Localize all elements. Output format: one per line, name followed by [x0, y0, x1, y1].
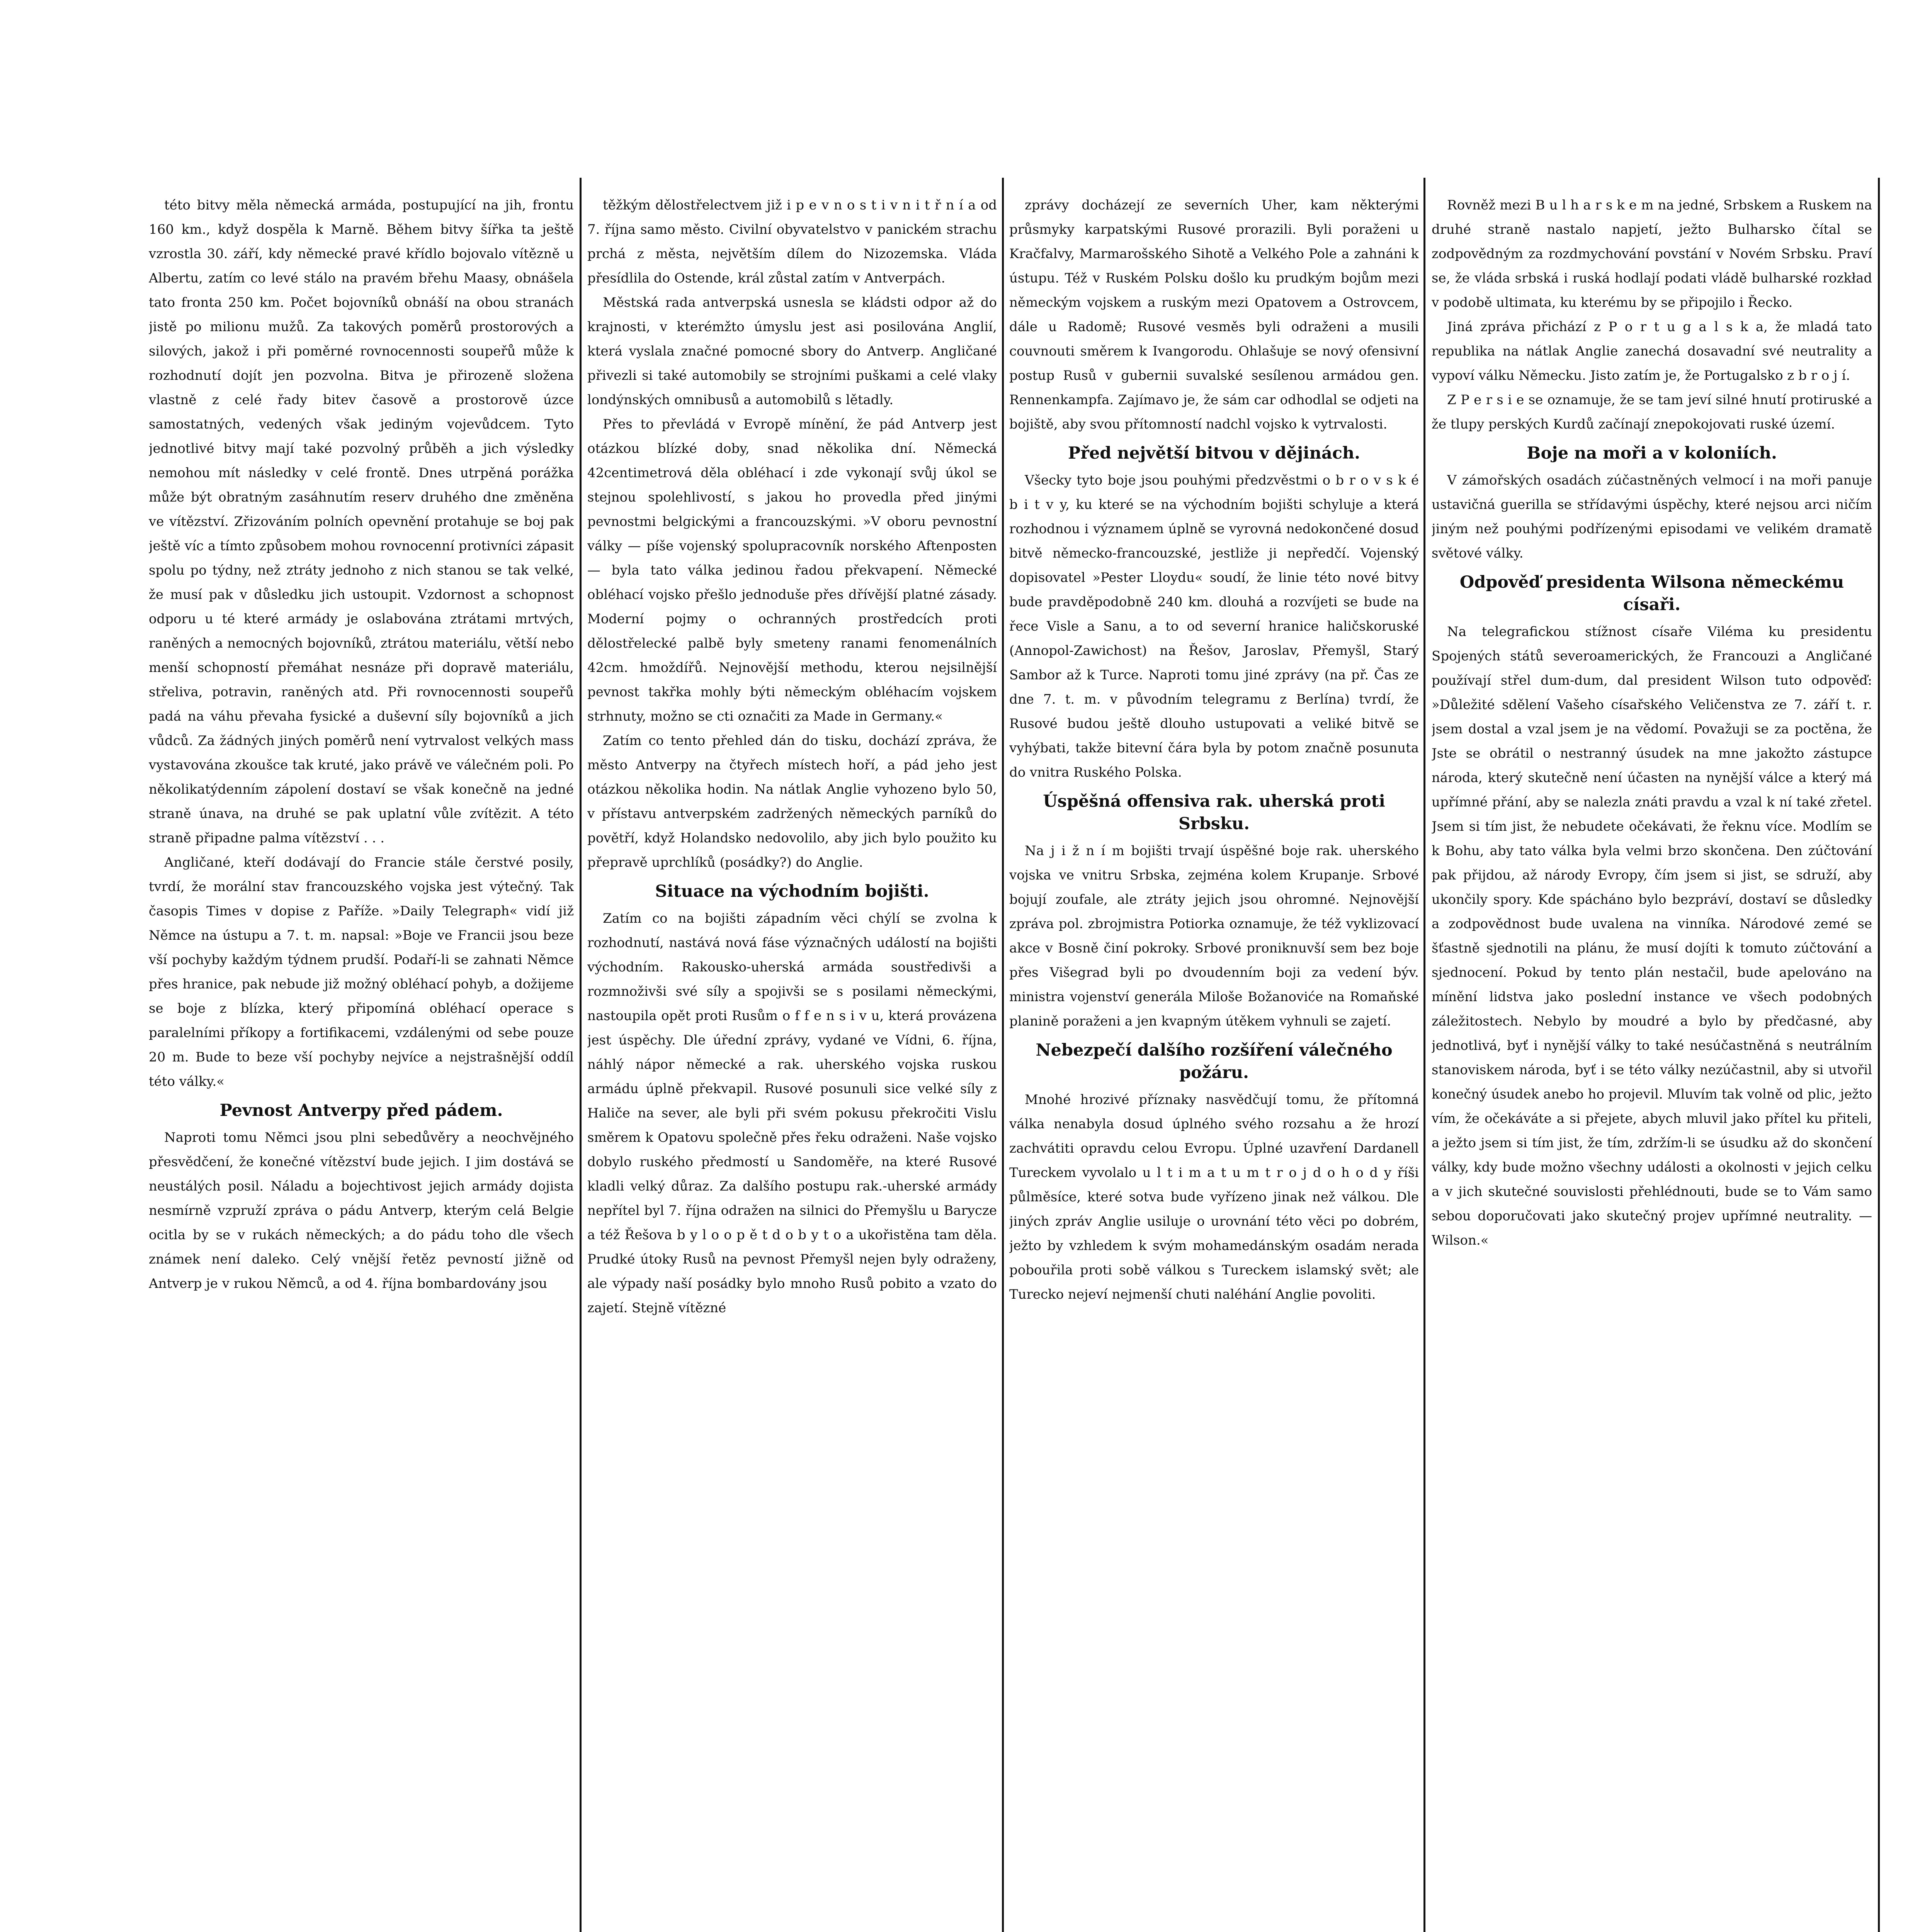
article-paragraph: Angličané, kteří dodávají do Francie stále čerstvé posily, tvrdí, že morální stav francouzského vojska jest výtečný. Tak časopis Times v dopise z Paříže. »Daily Telegraph« vidí již Němce na ústupu a 7. t. m. napsal: »Boje ve Francii jsou beze vší pochyby každým týdnem prudší. Podaří-li se zahnati Němce přes hranice, pak nebude již možný obléhací pohyb, a dožijeme se boje z blízka, který připomíná obléhací operace s paralelními příkopy a fortifikacemi, vzdálenými od sebe pouze 20 m. Bude to beze vší pochyby nejvíce a nejstrašnější oddíl této války.«: [149, 855, 574, 1089]
article-heading: Boje na moři a v koloniích.: [1527, 444, 1777, 463]
article-paragraph: Městská rada antverpská usnesla se kládsti odpor až do krajnosti, v kterémžto úmyslu jest asi posilována Anglií, která vyslala značné pomocné sbory do Antverp. Angličané přivezli si také automobily se strojními puškami a celé vlaky londýnských omnibusů a automobilů s lětadly.: [587, 295, 997, 408]
article-heading: Nebezpečí dalšího rozšíření válečného požáru.: [1036, 1041, 1393, 1082]
article-paragraph: Zatím co tento přehled dán do tisku, dochází zpráva, že město Antverpy na čtyřech místech hoří, a pád jeho jest otázkou několika hodin. Na nátlak Anglie vyhozeno bylo 50, v přístavu antverpském zadržených německých parníků do povětří, když Holandsko nedovolilo, aby jich bylo použito ku přepravě uprchlíků (posádky?) do Anglie.: [587, 733, 997, 870]
article-paragraph: Naproti tomu Němci jsou plni sebedůvěry a neochvějného přesvědčení, že konečné vítězství bude jejich. I jim dostává se neustálých posil. Náladu a bojechtivost jejich armády dojista nesmírně vzpruží zpráva o pádu Antverp, kterým celá Belgie ocitla by se v rukách německých; a do pádu toho dle všech známek není daleko. Celý vnější řetěz pevností jižně od Antverp je v rukou Němců, a od 4. října bombardovány jsou: [149, 1130, 574, 1291]
article-paragraph: V zámořských osadách zúčastněných velmocí i na moři panuje ustavičná guerilla se střídavými úspěchy, které nejsou arci ničím jiným než pouhými podřízenými episodami ve velikém dramatě světové války.: [1432, 473, 1872, 561]
article-heading: Situace na východním bojišti.: [655, 882, 929, 901]
column-divider: [1878, 178, 1880, 1932]
article-paragraph: Všecky tyto boje jsou pouhými předzvěstmi o b r o v s k é b i t v y, ku které se na východním bojišti schyluje a která rozhodnou i významem úplně se vyrovná nedokončené dosud bitvě německo-francouzské, jestliže ji nepředčí. Vojenský dopisovatel »Pester Lloydu« soudí, že linie této nové bitvy bude pravděpodobně 240 km. dlouhá a rozvíjeti se bude na řece Visle a Sanu, a to od severní hranice haličskoruské (Annopol-Zawichost) na Řešov, Jaroslav, Přemyšl, Starý Sambor až k Turce. Naproti tomu jiné zprávy (na př. Čas ze dne 7. t. m. v původním telegramu z Berlína) tvrdí, že Rusové budou ještě dlouho ustupovati a veliké bitvě se vyhýbati, takže bitevní čára byla by potom značně posunuta do vnitra Ruského Polska.: [1009, 473, 1419, 780]
article-paragraph: těžkým dělostřelectvem již i p e v n o s t i v n i t ř n í a od 7. října samo město. Civilní obyvatelstvo v panickém strachu prchá z města, největším dílem do Nizozemska. Vláda přesídlila do Ostende, král zůstal zatím v Antverpách.: [587, 197, 997, 286]
article-paragraph: této bitvy měla německá armáda, postupující na jih, frontu 160 km., když dospěla k Marně. Během bitvy šířka ta ještě vzrostla 30. září, kdy německé pravé křídlo bojovalo vítězně u Albertu, zatím co levé stálo na pravém břehu Maasy, obnášela tato fronta 250 km. Počet bojovníků obnáší na obou stranách jistě po milionu mužů. Za takových poměrů prostorových a silových, jakož i při poměrné rovnocennosti soupeřů může k rozhodnutí dojít jen pozvolna. Bitva je přirozeně složena vlastně z celé řady bitev časově a prostorově úzce samostatných, vedených však jediným vojevůdcem. Tyto jednotlivé bitvy mají také pozvolný průběh a jich výsledky nemohou mít následky v celé frontě. Dnes utrpěná porážka může být obratným zasáhnutím reserv druhého dne změněna ve vítězství. Zřizováním polních opevnění protahuje se boj pak ještě víc a tímto způsobem mohou rovnocenní protivníci zápasit spolu po týdny, než ztráty jednoho z nich stanou se tak velké, že musí pak v důsledku jich ustoupit. Vzdornost a schopnost odporu u té které armády je oslabována ztrátami mrtvých, raněných a nemocných bojovníků, ztrátou materiálu, větší nebo menší schopností přemáhat nesnáze při dopravě materiálu, střeliva, potravin, raněných atd. Při rovnocennosti soupeřů padá na váhu převaha fysické a duševní síly bojovníků a jich vůdců. Za žádných jiných poměrů není vytrvalost velkých mass vystavována zkoušce tak kruté, jako právě ve válečném poli. Po několikatýdenním zápolení dostaví se však konečně na jedné straně únava, na druhé se pak uplatní vůle zvítězit. A této straně připadne palma vítězství . . .: [149, 197, 574, 846]
column-1: [149, 193, 574, 1932]
column-4: [1432, 193, 1872, 1932]
article-paragraph: Zatím co na bojišti západním věci chýlí se zvolna k rozhodnutí, nastává nová fáse význačných událostí na bojišti východním. Rakousko-uherská armáda soustředivši a rozmnoživši své síly a spojivši se s posilami německými, nastoupila opět proti Rusům o f f e n s i v u, která provázena jest úspěchy. Dle úřední zprávy, vydané ve Vídni, 6. října, náhlý nápor německé a rak. uherského vojska ruskou armádu úplně překvapil. Rusové posunuli sice velké síly z Haliče na sever, ale byli při svém pokusu překročiti Vislu směrem k Opatovu společně přes řeku odraženi. Naše vojsko dobylo ruského předmostí u Sandoměře, na které Rusové kladli velký důraz. Za dalšího postupu rak.-uherské armády nepřítel byl 7. října odražen na silnici do Přemyšlu u Barycze a též Řešova b y l o o p ě t d o b y t o a ukořistěna tam děla. Prudké útoky Rusů na pevnost Přemyšl nejen byly odraženy, ale výpady naší posádky bylo mnoho Rusů pobito a vzato do zajetí. Stejně vítězné: [587, 911, 997, 1316]
column-2: [587, 193, 997, 1932]
column-3: [1009, 193, 1419, 1932]
article-heading: Pevnost Antverpy před pádem.: [219, 1101, 503, 1120]
column-divider: [1002, 178, 1004, 1932]
article-paragraph: Z P e r s i e se oznamuje, že se tam jeví silné hnutí protiruské a že tlupy perských Kurdů začínají znepokojovati ruské území.: [1432, 392, 1872, 432]
article-paragraph: Jiná zpráva přichází z P o r t u g a l s k a, že mladá tato republika na nátlak Anglie zanechá dosavadní své neutrality a vypoví válku Německu. Jisto zatím je, že Portugalsko z b r o j í.: [1432, 319, 1872, 383]
article-paragraph: Mnohé hrozivé příznaky nasvědčují tomu, že přítomná válka nenabyla dosud úplného svého rozsahu a že hrozí zachvátiti opravdu celou Evropu. Úplné uzavření Dardanell Tureckem vyvolalo u l t i m a t u m t r o j d o h o d y říši půlměsíce, které sotva bude vyřízeno jinak než válkou. Dle jiných zpráv Anglie usiluje o urovnání této věci po dobrém, ježto by vzhledem k svým mohamedánským osadám nerada pobouřila proti sobě válkou s Tureckem islamský svět; ale Turecko nejeví nejmenší chuti naléhání Anglie povoliti.: [1009, 1092, 1419, 1302]
column-divider: [580, 178, 582, 1932]
article-paragraph: zprávy docházejí ze severních Uher, kam některými průsmyky karpatskými Rusové prorazili. Byli poraženi u Kračfalvy, Marmarošského Sihotě a Velkého Pole a zahnáni k ústupu. Též v Ruském Polsku došlo ku prudkým bojům mezi německým vojskem a ruským mezi Opatovem a Ostrovcem, dále u Radomě; Rusové vesměs byli odraženi a musili couvnouti směrem k Ivangorodu. Ohlašuje se nový ofensivní postup Rusů v gubernii suvalské sesílenou armádou gen. Rennenkampfa. Zajímavo je, že sám car odhodlal se odjeti na bojiště, aby svou přítomností nadchl vojsko k vytrvalosti.: [1009, 197, 1419, 432]
article-paragraph: Rovněž mezi B u l h a r s k e m na jedné, Srbskem a Ruskem na druhé straně nastalo napjetí, ježto Bulharsko čítal se zodpovědným za rozdmychování povstání v Novém Srbsku. Praví se, že vláda srbská i ruská hodlají podati vládě bulharské rozkład v podobě ultimata, ku kterému by se připojilo i Řecko.: [1432, 197, 1872, 310]
article-paragraph: Na telegrafickou stížnost císaře Viléma ku presidentu Spojených států severoamerických, že Francouzi a Angličané používají střel dum-dum, dal president Wilson tuto odpověď: »Důležité sdělení Vašeho císařského Veličenstva ze 7. září t. r. jsem dostal a vzal jsem je na vědomí. Považuji se za poctěna, že Jste se obrátil o nestranný úsudek na mne jakožto zástupce národa, který skutečně není účasten na nynější válce a který má upřímné přání, aby se nalezla znáti pravdu a vzal k ní také zřetel. Jsem si tím jist, že nebudete očekávati, že řeknu více. Modlím se k Bohu, aby tato válka byla velmi brzo skončena. Den zúčtování pak přijdou, až národy Evropy, čím jsem si jist, se sdruží, aby ukončily spory. Kde spácháno bylo bezpráví, dostaví se důsledky a zodpovědnost bude uvalena na vinníka. Národové zemé se šťastně sjednotili na plánu, že musí dojíti k tomuto zúčtování a sjednocení. Pokud by tento plán nestačil, bude apelováno na mínění lidstva jako poslední instance ve všech podobných záležitostech. Nebylo by moudré a bylo by předčasné, aby jednotlivá, byť i nynější války to také nesúčastněná s neutrálním stanoviskem národa, byť i se této války nezúčastnil, aby si utvořil konečný úsudek anebo ho projevil. Mluvím tak volně od plic, ježto vím, že očekáváte a si přejete, abych mluvil jako přítel ku přiteli, a ježto jsem si tím jist, že tím, zdržím-li se úsudku až do skončení války, kdy bude možno všechny události a okolnosti v jejich celku a v jich skutečné souvislosti přehlédnouti, bude se to Vám samo sebou doporučovati jako skutečný projev upřímné neutrality. — Wilson.«: [1432, 624, 1872, 1248]
article-heading: Odpověď presidenta Wilsona německému císaři.: [1459, 573, 1844, 614]
article-paragraph: Na j i ž n í m bojišti trvají úspěšné boje rak. uherského vojska ve vnitru Srbska, zejména kolem Krupanje. Srbové bojují zoufale, ale ztráty jejich jsou ohromné. Nejnovější zpráva pol. zbrojmistra Potiorka oznamuje, že též vyklizovací akce v Bosně činí pokroky. Srbové proniknuvší sem bez boje přes Višegrad byli po dvoudenním boji za vedení býv. ministra vojenství generála Miloše Božanoviće na Romaňské planině poraženi a jen kvapným útěkem vyhnuli se zajetí.: [1009, 843, 1419, 1029]
article-paragraph: Přes to převládá v Evropě mínění, že pád Antverp jest otázkou blízké doby, snad několika dní. Německá 42centimetrová děla obléhací i zde vykonají svůj úkol se stejnou spolehlivostí, s jakou ho provedla před jinými pevnostmi belgickými a francouzskými. »V oboru pevnostní války — píše vojenský spolupracovník norského Aftenposten — byla tato válka jedinou řadou překvapení. Německé obléhací vojsko přešlo jednoduše přes dřívější platné zásady. Moderní pojmy o ochranných prostředcích proti dělostřelecké palbě byly smeteny ranami fenomenálních 42cm. hmoždířů. Nejnovější methodu, kterou nejsilnější pevnost takřka mohly býti německým obléhacím vojskem strhnuty, možno se cti označiti za Made in Germany.«: [587, 417, 997, 724]
article-heading: Před největší bitvou v dějinách.: [1068, 444, 1361, 463]
article-heading: Úspěšná offensiva rak. uherská proti Srbsku.: [1043, 792, 1385, 833]
column-divider: [1423, 178, 1425, 1932]
